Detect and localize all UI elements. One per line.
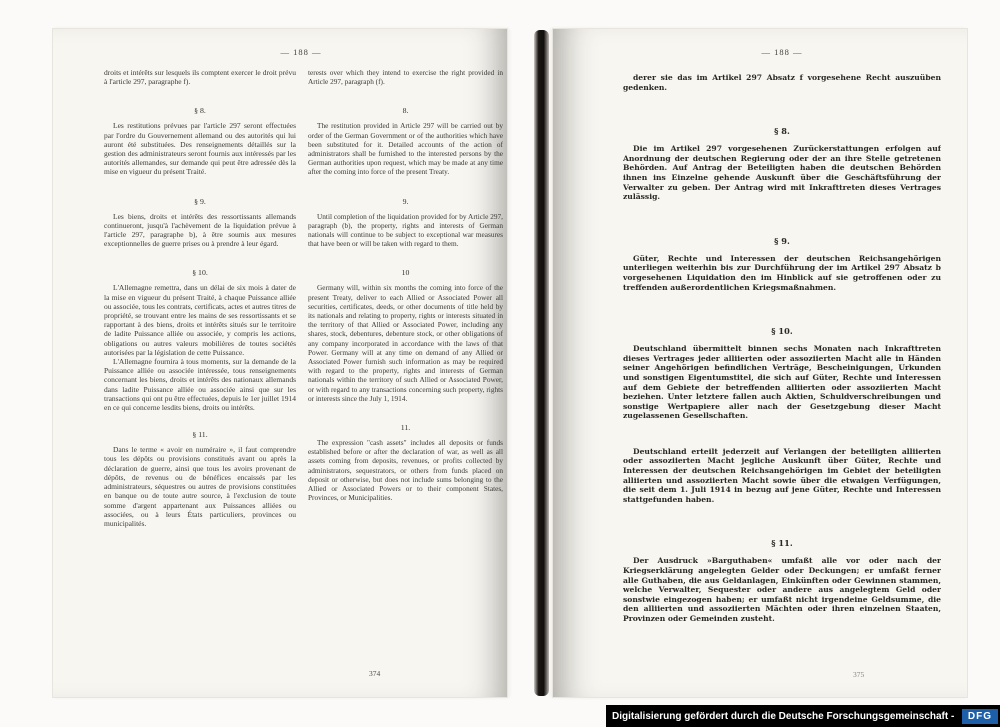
dfg-logo: DFG	[962, 709, 998, 724]
left-page-number-header: — 188 —	[280, 47, 322, 57]
french-section-11-heading: § 11.	[192, 430, 208, 440]
english-section-11-heading: 11.	[400, 423, 411, 433]
french-continuation-paragraph: droits et intérêts sur lesquels ils comptent exercer le droit prévu à l'article 297, paragraphe f).	[104, 68, 296, 87]
german-section-10-paragraph-1: Deutschland übermittelt binnen sechs Monaten nach Inkrafttreten dieses Vertrages jeder alliierten oder assoziierten Macht alle in Händen seiner Angehörigen befindlichen Verträge, Bescheinigungen, Urkunden und sonstigen Eigentumstitel, die sich auf Güter, Rechte und Interessen auf dem Gebiete der betreffenden alliierten oder assoziierten Macht beziehen. Unter letztere fallen auch Aktien, Schuldverschreibungen und sonstige Wertpapiere aller nach der Gesetzgebung dieser Macht zugelassenen Gesellschaften.	[623, 344, 941, 421]
german-continuation-paragraph: derer sie das im Artikel 297 Absatz f vorgesehene Recht auszuüben gedenken.	[623, 73, 941, 92]
right-page-footer-number: 375	[853, 670, 865, 679]
english-section-8-heading: 8.	[402, 106, 409, 116]
french-column	[104, 68, 296, 658]
german-section-8-heading: § 8.	[774, 126, 790, 137]
german-section-10-paragraph-2: Deutschland erteilt jederzeit auf Verlangen der beteiligten alliierten oder assoziierten Macht jegliche Auskunft über Güter, Rechte und Interessen der deutschen Reichsangehörigen im Gebiet der beteiligten alliierten und assoziierten Macht sowie über die etwaigen Verfügungen, die seit dem 1. Juli 1914 in bezug auf jene Güter, Rechte und Interessen stattgefunden haben.	[623, 446, 941, 504]
french-section-9-heading: § 9.	[194, 196, 206, 206]
german-section-8-paragraph: Die im Artikel 297 vorgesehenen Zurückerstattungen erfolgen auf Anordnung der deutschen Regierung oder der an ihre Stelle getretenen Behörden. Auf Antrag der Beteiligten haben die deutschen Behörden ihnen ins Einzelne gehende Auskunft über die Geschäftsführung der Verwalter zu geben. Der Antrag wird mit Inkrafttreten dieses Vertrages zulässig.	[623, 144, 941, 202]
french-section-8-paragraph: Les restitutions prévues par l'article 297 seront effectuées par l'ordre du Gouvernement allemand ou des autorités qui lui auront été substituées. Des renseignements détaillés sur la gestion des administrateurs seront fournis aux intéressés par les autorités allemandes, sur demande qui peut être adressée dès la mise en vigueur du présent Traité.	[104, 121, 296, 177]
english-section-11-paragraph: The expression "cash assets" includes all deposits or funds established before or after the declaration of war, as well as all assets coming from deposits, revenues, or profits collected by administrators, sequestrators, or others from funds placed on deposit or otherwise, but does not include sums belonging to the Allied or Associated Powers or to their component States, Provinces, or Municipalities.	[308, 438, 503, 503]
german-section-11-paragraph: Der Ausdruck »Barguthaben« umfaßt alle vor oder nach der Kriegserklärung angelegten Gelder oder Deckungen; er umfaßt ferner alle Guthaben, die aus Geldanlagen, Einkünften oder Gewinnen stammen, welche Verwalter, Sequester oder andere aus angelegtem Geld oder sonstwie eingezogen haben; er umfaßt nicht irgendeine Geldsumme, die den alliierten und assoziierten Mächten oder ihren einzelnen Staaten, Provinzen oder Gemeinden zusteht.	[623, 556, 941, 623]
german-section-9-heading: § 9.	[774, 235, 790, 246]
french-section-10-paragraph-1: L'Allemagne remettra, dans un délai de six mois à dater de la mise en vigueur du présent Traité, à chaque Puissance alliée ou associée, tous les contrats, certificats, actes et autres titres de propriété, se trouvant entre les mains de ses ressortissants et se rapportant à des biens, droits et intérêts situés sur le territoire de ladite Puissance alliée ou associée, y compris les actions, obligations ou autres valeurs mobilières de toutes sociétés autorisées par la législation de cette Puissance.	[104, 283, 296, 357]
english-continuation-paragraph: terests over which they intend to exercise the right provided in Article 297, paragraph (f).	[308, 68, 503, 87]
english-section-10-paragraph: Germany will, within six months the coming into force of the present Treaty, deliver to each Allied or Associated Power all securities, certificates, deeds, or other documents of title held by its nationals and relating to property, rights or interests situated in the territory of that Allied or Associated Power, including any shares, stock, debentures, debenture stock, or other obligations of any company incorporated in accordance with the laws of that Power. Germany will at any time on demand of any Allied or Associated Power furnish such information as may be required with regard to the property, rights and interests of German nationals within the territory of such Allied or Associated Power, or with regard to any transactions concerning such property, rights or interests since the July 1, 1914.	[308, 283, 503, 403]
german-column	[623, 73, 941, 658]
french-section-10-heading: § 10.	[192, 268, 208, 278]
english-section-9-paragraph: Until completion of the liquidation provided for by Article 297, paragraph (b), the property, rights and interests of German nationals will continue to be subject to exceptional war measures that have been or will be taken with regard to them.	[308, 211, 503, 249]
left-page	[52, 28, 508, 698]
english-section-8-paragraph: The restitution provided in Article 297 will be carried out by order of the German Government or of the authorities which have been substituted for it. Detailed accounts of the action of administrators shall be furnished to the interested persons by the German authorities upon request, which may be made at any time after the coming into force of the present Treaty.	[308, 121, 503, 177]
right-page-number-header: — 188 —	[761, 47, 803, 57]
digitization-credit-text: Digitalisierung gefördert durch die Deutsche Forschungsgemeinschaft -	[612, 710, 955, 722]
french-section-10-paragraph-2: L'Allemagne fournira à tous moments, sur la demande de la Puissance alliée ou associée intéressée, tous renseignements concernant les biens, droits et intérêts des nationaux allemands dans ladite Puissance alliée ou associée ainsi que sur les transactions qui ont pu être effectuées, depuis le 1er juillet 1914 en ce qui concerne lesdits biens, droits ou intérêts.	[104, 357, 296, 413]
digitization-credit-bar	[606, 705, 1000, 727]
english-section-10-heading: 10	[401, 268, 410, 278]
german-section-11-heading: § 11.	[771, 538, 793, 549]
right-page	[552, 28, 968, 698]
binding-gutter	[534, 30, 549, 696]
english-column	[308, 68, 503, 658]
french-section-11-paragraph: Dans le terme « avoir en numéraire », il faut comprendre tous les dépôts ou provisions constitués avant ou après la déclaration de guerre, ainsi que tous les avoirs provenant de dépôts, de revenus ou de bénéfices encaissés par les administrateurs, séquestres ou autres de provisions constituées en banque ou de toute autre source, à l'exclusion de toute somme d'argent appartenant aux Puissances alliées ou associées, ou à leurs États particuliers, provinces ou municipalités.	[104, 445, 296, 528]
left-page-footer-number: 374	[369, 669, 381, 678]
german-section-9-paragraph: Güter, Rechte und Interessen der deutschen Reichsangehörigen unterliegen weiterhin bis zur Durchführung der im Artikel 297 Absatz b vorgesehenen Liquidation den im Hinblick auf sie getroffenen oder zu treffenden außerordentlichen Kriegsmaßnahmen.	[623, 253, 941, 292]
german-section-10-heading: § 10.	[771, 326, 793, 337]
french-section-9-paragraph: Les biens, droits et intérêts des ressortissants allemands continueront, jusqu'à l'achèvement de la liquidation prévue à l'article 297, paragraphe b), à être soumis aux mesures exceptionnelles de guerre prises ou à prendre à leur égard.	[104, 211, 296, 249]
english-section-9-heading: 9.	[402, 196, 409, 206]
french-section-8-heading: § 8.	[194, 106, 206, 116]
